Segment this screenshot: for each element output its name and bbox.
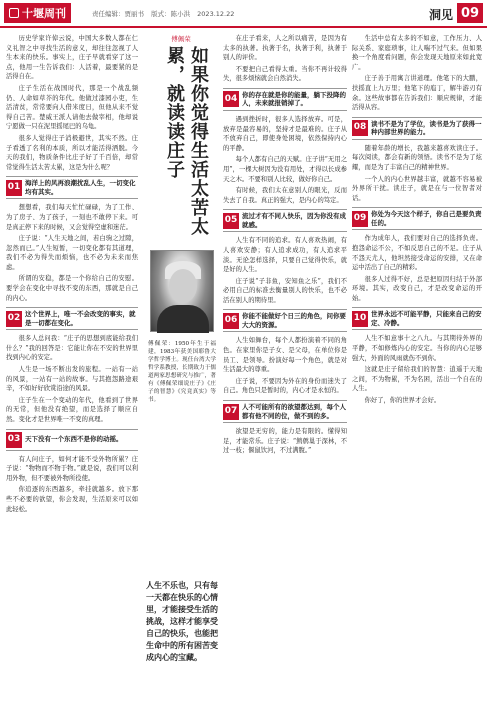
subheading-10 — [352, 307, 482, 330]
paragraph: 生活中总有太多的不如意，工作压力、人际关系、家庭琐事，让人喘不过气来。但如果换一个角度看问题，你会发现天地原来如此宽广。 — [352, 35, 482, 71]
paragraph: 人生有不同的追求。有人喜欢热闹，有人喜欢安静；有人追求成功，有人追求平淡。无论怎样选择，只要自己觉得快乐，就是好的人生。 — [223, 237, 347, 274]
subheading-7 — [223, 400, 347, 423]
subheading-2 — [6, 307, 138, 330]
paragraph: 在庄子看来，人之所以痛苦，是因为有太多的执著。执著于名，执著于利，执著于别人的评价。 — [223, 35, 347, 62]
subheading-4 — [223, 88, 347, 111]
subheading-number: 10 — [352, 311, 368, 327]
section-6-body — [223, 336, 347, 396]
paragraph: 有人问庄子，如何才能不受外物所累？庄子说：“物物而不物于物。”就是说，我们可以利用外物，但不要被外物所役使。 — [6, 455, 138, 482]
subheading-number: 03 — [6, 432, 22, 448]
paragraph: 很多人过得不好，总是把原因归结于外部环境。其实，改变自己，才是改变命运的开始。 — [352, 275, 482, 302]
subheading-5 — [223, 209, 347, 232]
subheading-number: 02 — [6, 311, 22, 327]
section-name: 洞见 — [428, 8, 453, 22]
subheading-text: 你的存在就是你的能量，躺下投降的人，未来就报销掉了。 — [242, 90, 346, 108]
paragraph: 庄子善于用寓言讲道理。他笔下的大鹏，扶摇直上九万里；他笔下的庖丁，解牛游刃有余。这些故事都在告诉我们：顺应规律，才能活得从容。 — [352, 75, 482, 112]
paragraph: 很多人觉得庄子消极避世，其实不然。庄子看透了名利的本质，所以才能活得洒脱。今天的我们，物质条件比庄子好了千百倍，却常常觉得生活太苦太累，这是为什么呢？ — [6, 134, 138, 171]
subheading-text: 你能不能做好个日三的角色，问你要大大的资源。 — [242, 312, 346, 329]
author-portrait — [150, 250, 214, 332]
subheading-number: 08 — [352, 120, 368, 136]
col3-intro — [223, 34, 347, 84]
subheading-number: 05 — [223, 213, 239, 229]
paragraph: 庄子说“子非鱼，安知鱼之乐”，我们不必用自己的标准去衡量别人的快乐，也不必活在别人的期待里。 — [223, 277, 347, 304]
paragraph: 一个人的内心世界越丰富，就越不容易被外界所干扰。读庄子，就是在与一位智者对话。 — [352, 175, 482, 202]
subheading-number: 06 — [223, 313, 239, 329]
paragraph: 你好了，你的世界才会好。 — [364, 397, 441, 405]
newspaper-logo — [4, 3, 71, 23]
paragraph: 每个人都有自己的天赋。庄子讲“无用之用”，一棵大树因为没有用处，才得以长成参天之木。不要和别人比较，做好你自己。 — [223, 156, 347, 183]
author-byline: 傅佩荣 — [171, 35, 191, 43]
paragraph: 不要把自己看得太重。当你不再计较得失，很多烦恼就会自然消失。 — [223, 65, 347, 83]
title-column — [142, 34, 220, 698]
section-2-body — [6, 334, 138, 424]
section-5-body — [223, 236, 347, 305]
subheading-text: 人不可能所有的欲望都达到，每个人都有他不同的位，做不到的多。 — [242, 403, 346, 420]
section-4-body — [223, 115, 347, 205]
subheading-text: 世界永远不可能平静，只能来自己的安定、冷静。 — [371, 310, 482, 327]
portrait-body — [157, 305, 209, 333]
subheading-text: 天下没有一个东西不是你的动摇。 — [25, 435, 123, 444]
paragraph: 很多人总问我：“庄子的思想到底能给我们什么？”我的回答是：它能让你在不安的世界里找到内心的安定。 — [6, 335, 138, 362]
subheading-1 — [6, 176, 138, 199]
column-4 — [352, 34, 482, 698]
editor-credit: 责任编辑：贾丽书 — [92, 10, 144, 18]
paragraph: 遇到挫折时，很多人选择放弃。可是，放弃是最容易的，坚持才是最难的。庄子从不放弃自己，即使身处困境，依然保持内心的平静。 — [223, 115, 347, 152]
paragraph: 庄子说：“人生天地之间，若白驹之过隙，忽然而已。”人生短暂，一切变化都有其道理，我们不必为得失而烦恼，也不必为未来而焦虑。 — [6, 235, 138, 271]
page-header — [0, 0, 487, 28]
subheading-6 — [223, 309, 347, 332]
subheading-text: 这个世界上，唯一不会改变的事实，就是一切都在变化。 — [25, 310, 136, 327]
subheading-text: 你处为今天这个样子，你自己是要负责任的。 — [371, 210, 482, 227]
paragraph: 人生不如意事十之八九。与其期待外界的平静，不如修炼内心的安定。当你的内心足够强大，外面的风雨就伤不到你。 — [352, 335, 482, 362]
designer-credit: 版式：陈小洪 — [151, 10, 191, 18]
author-bio: 傅佩荣：1950年生于福建，1983年获美国耶鲁大学哲学博士。现任台湾大学哲学系教授，长期致力于儒道两家思想研究与推广，著有《傅佩荣细说庄子》《庄子的智慧》《究竟真实》等书。 — [148, 341, 216, 403]
portrait-face — [169, 269, 197, 303]
col4-intro — [352, 34, 482, 113]
paragraph: 随着年龄的增长，我越来越喜欢读庄子。每次阅读，都会有新的领悟。读书不是为了炫耀，而是为了丰富自己的精神世界。 — [352, 144, 482, 171]
article-title: 如果你觉得生活太苦太累，就读读庄子 — [164, 46, 209, 236]
subheading-8 — [352, 117, 482, 140]
subheading-text: 读书不是为了学位，读书是为了获得一种内部世界的能力。 — [371, 119, 482, 137]
section-9-body — [352, 234, 482, 303]
paragraph: 人生是一场不断出发的旅程。一站有一站的风景，一站有一站的故事。与其抱怨路途艰辛，不如好好欣赏沿途的风景。 — [6, 366, 138, 393]
paragraph: 作为成年人，我们要对自己的选择负责。抱怨命运不公，不如反思自己的不足。庄子从不怨天尤人，他坦然接受命运的安排，又在命运中活出了自己的精彩。 — [352, 235, 482, 272]
page-number: 09 — [457, 3, 483, 23]
section-10-body — [352, 334, 482, 405]
section-1-body — [6, 203, 138, 303]
subheading-3 — [6, 429, 138, 451]
column-3 — [223, 34, 347, 698]
paragraph: 庄子生在一个变动的年代，他看到了世界的无常，但他没有绝望，而是选择了顺应自然。变化才是世界唯一不变的真理。 — [6, 396, 138, 423]
column-1 — [6, 34, 138, 698]
subheading-number: 01 — [6, 180, 22, 196]
subheading-number: 09 — [352, 211, 368, 227]
page-meta — [92, 9, 239, 18]
paragraph: 所谓的安稳，都是一个你给自己的安慰。要学会在变化中寻找不变的东西，那就是自己的内心。 — [6, 275, 138, 302]
paragraph: 历史学家许倬云说，中国大多数人都在仁义礼智之中寻找生活的意义，却往往忽视了人生本来的快乐。事实上，庄子早就看穿了这一点，他用一生告诉我们：人活着，最要紧的是活得自在。 — [6, 35, 138, 81]
subheading-number: 04 — [223, 91, 239, 107]
section-8-body — [352, 144, 482, 204]
paragraph: 你追逐的东西越多，牵挂就越多。放下那些不必要的欲望，你会发现，生活原来可以如此轻松。 — [6, 486, 138, 513]
issue-date: 2023.12.22 — [197, 10, 235, 18]
pull-quote: 人生不乐也，只有每一天都在快乐的心情里，才能接受生活的挑战，这样才能享受自己的快乐，也能把生命中的所有困苦变成内心的宝藏。 — [146, 581, 218, 662]
section-3-body — [6, 455, 138, 515]
subheading-text: 海洋上的风再浪潮扰乱人生，一切变化均有其实。 — [25, 179, 136, 196]
section-7-body — [223, 427, 347, 456]
logo-text: 十堰周刊 — [22, 7, 66, 20]
logo-icon — [9, 8, 19, 18]
paragraph: 有时候，我们太在意别人的眼光，反而失去了自我。真正的强大，是内心的笃定。 — [223, 187, 347, 204]
col1-intro — [6, 34, 138, 172]
paragraph: 庄子生活在战国时代，那是一个战乱频仍、人命如草芥的年代。他做过漆园小吏，生活清贫，常常要向人借米度日，但他从来不觉得自己苦。楚威王派人请他去做宰相，他却说宁愿做一只在泥里摇尾巴的乌龟。 — [6, 84, 138, 131]
paragraph: 这就是庄子留给我们的智慧：逍遥于天地之间，不为物累，不为名困，活出一个自在的人生。 — [352, 366, 482, 393]
subheading-9 — [352, 207, 482, 230]
paragraph: 想想看，我们每天忙忙碌碌，为了工作、为了房子、为了孩子，一刻也不敢停下来。可是真正停下来的时候，又会觉得空虚和迷茫。 — [6, 204, 138, 231]
paragraph: 庄子说，不要因为外在的身份而迷失了自己。角色只是暂时的，内心才是永恒的。 — [223, 377, 347, 395]
subheading-number: 07 — [223, 404, 239, 420]
subheading-text: 流过才有不同人快乐，因为你没有成就感。 — [242, 212, 346, 229]
paragraph: 人生如舞台，每个人都扮演着不同的角色。在家里你是子女、是父母，在单位你是员工、是领导。扮演好每一个角色，就是对生活最大的尊重。 — [223, 337, 347, 374]
paragraph: 欲望是无穷的，能力是有限的。懂得知足，才能常乐。庄子说：“鹪鹩巢于深林，不过一枝；偃鼠饮河，不过满腹。” — [223, 428, 347, 455]
